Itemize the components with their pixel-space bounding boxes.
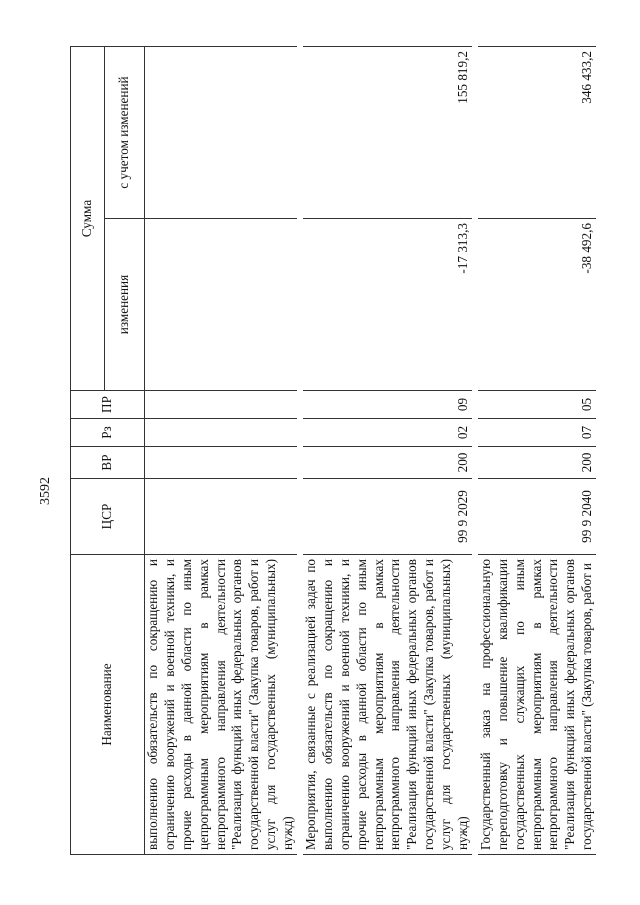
budget-table bbox=[70, 46, 596, 855]
row-rz: 02 bbox=[300, 419, 475, 447]
row-name: выполнению обязательств по сокращению и ограничению вооружений и военной техники, и прочие расходы в данной области по иным цепрограммным мероприятиям в рамках непрограммного направления деятельности "Реализация функций иных федеральных органов государственной власти" (Закупка товаров, работ и услуг для государственных (муниципальных) нужд) bbox=[145, 555, 301, 855]
row-name: Мероприятия, связанные с реализацией задач по выполнению обязательств по сокращению и ограничению вооружений и военной техники, и прочие расходы в данной области по иным непрограммным мероприятиям в рамках непрограммного направления деятельности "Реализация функций иных федеральных органов государственной власти" (Закупка товаров, работ и услуг для государственных (муниципальных) нужд) bbox=[300, 555, 475, 855]
header-vr: ВР bbox=[71, 447, 145, 479]
row-csr: 99 9 2040 bbox=[475, 479, 596, 555]
row-total bbox=[145, 47, 301, 219]
row-pr: 09 bbox=[300, 391, 475, 419]
table-row bbox=[300, 47, 475, 855]
row-vr bbox=[145, 447, 301, 479]
row-change: -38 492,6 bbox=[475, 219, 596, 391]
row-csr: 99 9 2029 bbox=[300, 479, 475, 555]
table-row bbox=[475, 47, 596, 855]
header-name: Наименование bbox=[71, 555, 145, 855]
table-header bbox=[71, 47, 145, 855]
row-total: 155 819,2 bbox=[300, 47, 475, 219]
header-with-changes: с учетом изменений bbox=[105, 47, 145, 219]
row-change: -17 313,3 bbox=[300, 219, 475, 391]
header-change: изменения bbox=[105, 219, 145, 391]
header-pr: ПР bbox=[71, 391, 145, 419]
row-rz: 07 bbox=[475, 419, 596, 447]
header-sum: Сумма bbox=[71, 47, 105, 391]
row-pr bbox=[145, 391, 301, 419]
row-total: 346 433,2 bbox=[475, 47, 596, 219]
row-vr: 200 bbox=[300, 447, 475, 479]
row-vr: 200 bbox=[475, 447, 596, 479]
header-csr: ЦСР bbox=[71, 479, 145, 555]
row-rz bbox=[145, 419, 301, 447]
row-pr: 05 bbox=[475, 391, 596, 419]
table-row bbox=[145, 47, 301, 855]
row-csr bbox=[145, 479, 301, 555]
row-name: Государственный заказ на профессиональную переподготовку и повышение квалификации государственных служащих по иным непрограммным мероприятиям в рамках непрограммного направления деятельности "Реализация функций иных федеральных органов государственной власти" (Закупка товаров, работ и bbox=[475, 555, 596, 855]
row-change bbox=[145, 219, 301, 391]
page-number: 3592 bbox=[38, 477, 53, 505]
header-rz: Рз bbox=[71, 419, 145, 447]
